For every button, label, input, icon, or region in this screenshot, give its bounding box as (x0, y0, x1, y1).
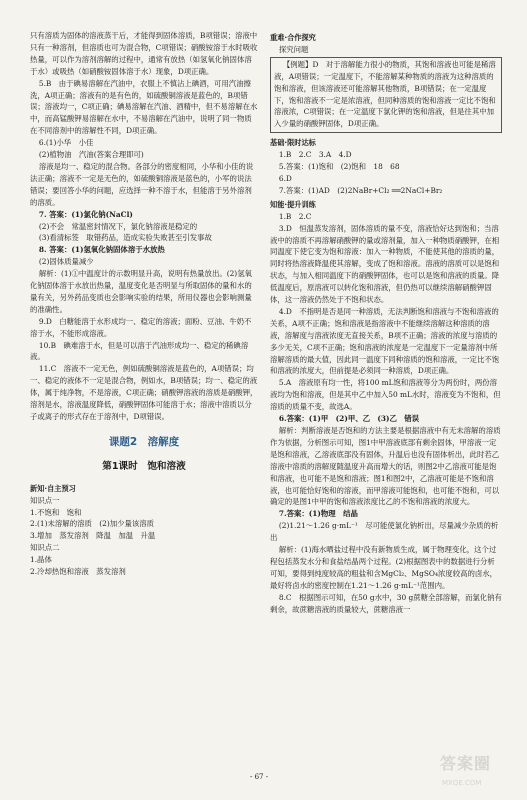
basic-5: 5.答案：(1)饱和 (2)饱和 18 68 (278, 162, 400, 172)
answer-paragraph: 只有溶质为固体的溶液蒸干后，才能得到固体溶质，B项错误；溶液中只有一种溶剂，但溶质也可为混合物，C项错误；硝酸铵溶于水时吸收热量，可以作为溶剂溶解的过程中，通常有放热（如氢氧化钠固体溶于水）或吸热（如硝酸铵固体溶于水）现象，D项正确。 (30, 31, 258, 76)
improve-1-2: 1.B 2.C (278, 211, 312, 221)
answer-5: 5.B 由于碘易溶解在汽油中，衣服上不慎沾上碘酒，可用汽油擦洗，A项正确；溶液有的是有色的，如硫酸铜溶液是蓝色的，B项错误；溶液均一，C项正确；碘易溶解在汽油、酒精中，但不易溶解在水中，而高锰酸钾易溶解在水中，不易溶解在汽油中，说明了同一物质在不同溶剂中的溶解性不同，D项正确。 (30, 78, 258, 136)
page-number: - 67 - (250, 773, 269, 781)
improve-7: 7.答案：(1)物理 结晶 (278, 509, 358, 519)
section-heading-improve: 知能·提升训练 (270, 199, 316, 209)
improve-3: 3.D 恒温蒸发溶剂，固体溶质的量不变，溶液恰好达到饱和；当溶液中的溶质不再溶解硝酸钾的量或溶剂量，加入一种物质硝酸钾，在相同温度下使它变为饱和溶液：加入一种物质，不能使其他的溶质的量，同时将热溶液降温使其溶解，变成了饱和溶液。溶液的溶质可以是饱和状态，与加入相同温度下的硝酸钾固体，也可以是饱和溶液的质量。降低温度后，原溶液可以转化饱和溶液，但仍热可以继续溶解硝酸钾固体，这一溶液仍然处于不饱和状态。 (270, 223, 500, 305)
answer-8-explain: 解析：(1)①中温度计的示数明显升高，说明有热量放出。(2)氢氧化钠固体溶于水放出热量，温度变化是否明显与所取固体的量和水的量有关，另外药品变质也会影响实验的结果，所用仪器也会影响测量的准确性。 (30, 269, 252, 314)
improve-5: 5.A 溶液原有均一性，将100 mL饱和溶液等分为两份时，两份溶液均为饱和溶液，但是其中乙中加入50 mL水时，溶液变为不饱和，但溶质的质量不变，故选A。 (270, 378, 501, 412)
answer-8: 8. 答案：(1)氢氧化钠固体溶于水放热 (38, 245, 165, 255)
watermark-logo: 答案圈 (440, 754, 492, 773)
basic-1-4: 1.B 2.C 3.A 4.D (278, 150, 352, 160)
knowledge-point-2: 知识点二 (30, 543, 60, 553)
example-answer: 【例题】D 对于溶解能力很小的物质，其饱和溶液也可能是稀溶液，A项错误；一定温度下，不能溶解某种物质的溶液为这种溶质的饱和溶液，但该溶液还可能溶解其他物质，B项错误；在一定温度下，饱和溶液不一定是浓溶液，但同种溶质的饱和溶液一定比不饱和溶液浓，C项错误；在一定温度下氯化钾的饱和溶液，但是往其中加入少量的硝酸钾固体，D项正确。 (274, 59, 496, 129)
improve-8: 8.C 根据图示可知，在50 g水中，30 g蔗糖全部溶解，而氯化钠有剩余，故蔗糖溶液的质量较大，蔗糖溶液一 (270, 592, 502, 614)
kp2-item-2: 2.冷却热饱和溶液 蒸发溶剂 (30, 567, 126, 577)
chapter-title: 课题2 溶解度 (108, 435, 180, 448)
improve-4: 4.D 不指明是否是同一种溶质，无法判断饱和溶液与不饱和溶液的关系，A项不正确；饱和溶液是指溶液中不能继续溶解这种溶质的溶液，溶解度与溶液浓度无直接关系，B项不正确；溶液的浓度与溶质的多少无关，C项不正确；饱和溶液的浓度是一定温度下一定量溶剂中所溶解溶质的最大值，因此同一温度下同种溶质的饱和溶液，一定比不饱和溶液的浓度大，但前提是必须同一种溶质，D项正确。 (270, 306, 500, 376)
basic-7: 7.答案：(1)AD (2)2NaBr+Cl₂ ══2NaCl+Br₂ (278, 185, 443, 195)
answer-7-part2: (2)不会 常温密封情况下，氯化钠溶液是稳定的 (38, 221, 198, 231)
improve-6: 6.答案：(1)甲 (2)甲、乙 (3)乙 错误 (278, 414, 420, 424)
right-column (270, 30, 502, 616)
kp1-item-1: 1.不饱和 饱和 (30, 507, 82, 517)
section-heading-explore: 重难·合作探究 (270, 33, 316, 42)
answer-6-explain: 溶液是均一、稳定的混合物。各部分的密度相同，小华和小佳的说法正确；溶液不一定是无色的，如硫酸铜溶液是蓝色的，小军的说法错误；要回答小华的问题，应选择一种不溶于水，但能溶于另外溶剂的溶质。 (30, 161, 254, 207)
left-column (30, 30, 258, 578)
answer-6: 6.(1)小华 小佳 (38, 138, 94, 148)
answer-7-part3: (3)看清标签 取错药品，造成实验失败甚至引发事故 (38, 233, 212, 243)
section-heading-basic: 基础·限时达标 (270, 138, 316, 148)
basic-6: 6.D (278, 173, 292, 183)
kp1-item-3: 3.增加 蒸发溶剂 降温 加温 升温 (30, 531, 156, 541)
kp2-item-1: 1.晶体 (30, 555, 52, 565)
improve-7-part2: (2)1.21～1.26 g·mL⁻¹ 尽可能使氯化钠析出，尽量减少杂质的析出 (270, 521, 499, 543)
example-box (270, 57, 502, 133)
answer-6-part2: (2)植物油 汽油(答案合理即可) (38, 150, 144, 160)
explore-subtitle: 探究问题 (278, 44, 309, 54)
answer-9: 9.D 白糖能溶于水形成均一、稳定的溶液；面粉、豆油、牛奶不溶于水，不能形成溶液。 (30, 316, 252, 338)
lesson-title: 第1课时 饱和溶液 (102, 460, 186, 472)
watermark-url: MXQE.COM (442, 779, 482, 787)
section-heading-preview: 新知·自主预习 (30, 483, 76, 493)
improve-6-explain: 解析：判断溶液是否饱和的方法主要是根据溶液中有无未溶解的溶质作为依据，分析图示可知，图1中甲溶液底部有剩余固体，甲溶液一定是饱和溶液，乙溶液底部没有固体，升温后也没有固体析出，此时若乙溶液中溶质的溶解度随温度升高而增大的话，则图2中乙溶液可能是饱和溶液，也可能不是饱和溶液；图1和图2中，乙溶液可能是不饱和溶液，也可能恰好饱和的溶液，而甲溶液可能饱和，也可能不饱和，可以确定的是图1中甲的饱和溶液浓度比乙的不饱和溶液的浓度大。 (270, 426, 501, 507)
kp1-item-2: 2.(1)未溶解的溶质 (2)加少量该溶质 (30, 519, 155, 529)
answer-8-part2: (2)固体质量减少 (38, 257, 94, 267)
answer-11: 11.C 溶液不一定无色，例如硫酸铜溶液是蓝色的，A项错误；均一、稳定的液体不一定是混合物，例如水，B项错误；均一、稳定的液体，属于纯净物，不是溶液，C项正确；硝酸钾溶液的溶质是硝酸钾，溶剂是水，溶液温度降低，硝酸钾固体可能溶于水；溶液中溶质以分子或离子的形式存在于溶剂中，D项错误。 (30, 364, 258, 421)
knowledge-point-1: 知识点一 (30, 495, 60, 505)
answer-7: 7. 答案：(1)氯化钠(NaCl) (38, 209, 133, 219)
improve-7-explain: 解析：(1)海水晒盐过程中没有新物质生成，属于物理变化，这个过程包括蒸发水分和食盐结晶两个过程。(2)根据图表中的数据进行分析可知，要得到纯度较高的粗盐和含MgCl₂、MgSO₄浓度较高的卤水，最好将卤水的密度控制在1.21～1.26 g·mL⁻¹范围内。 (270, 545, 498, 590)
answer-10: 10.B 碘难溶于水，但是可以溶于汽油形成均一、稳定的稀碘溶液。 (30, 340, 249, 362)
